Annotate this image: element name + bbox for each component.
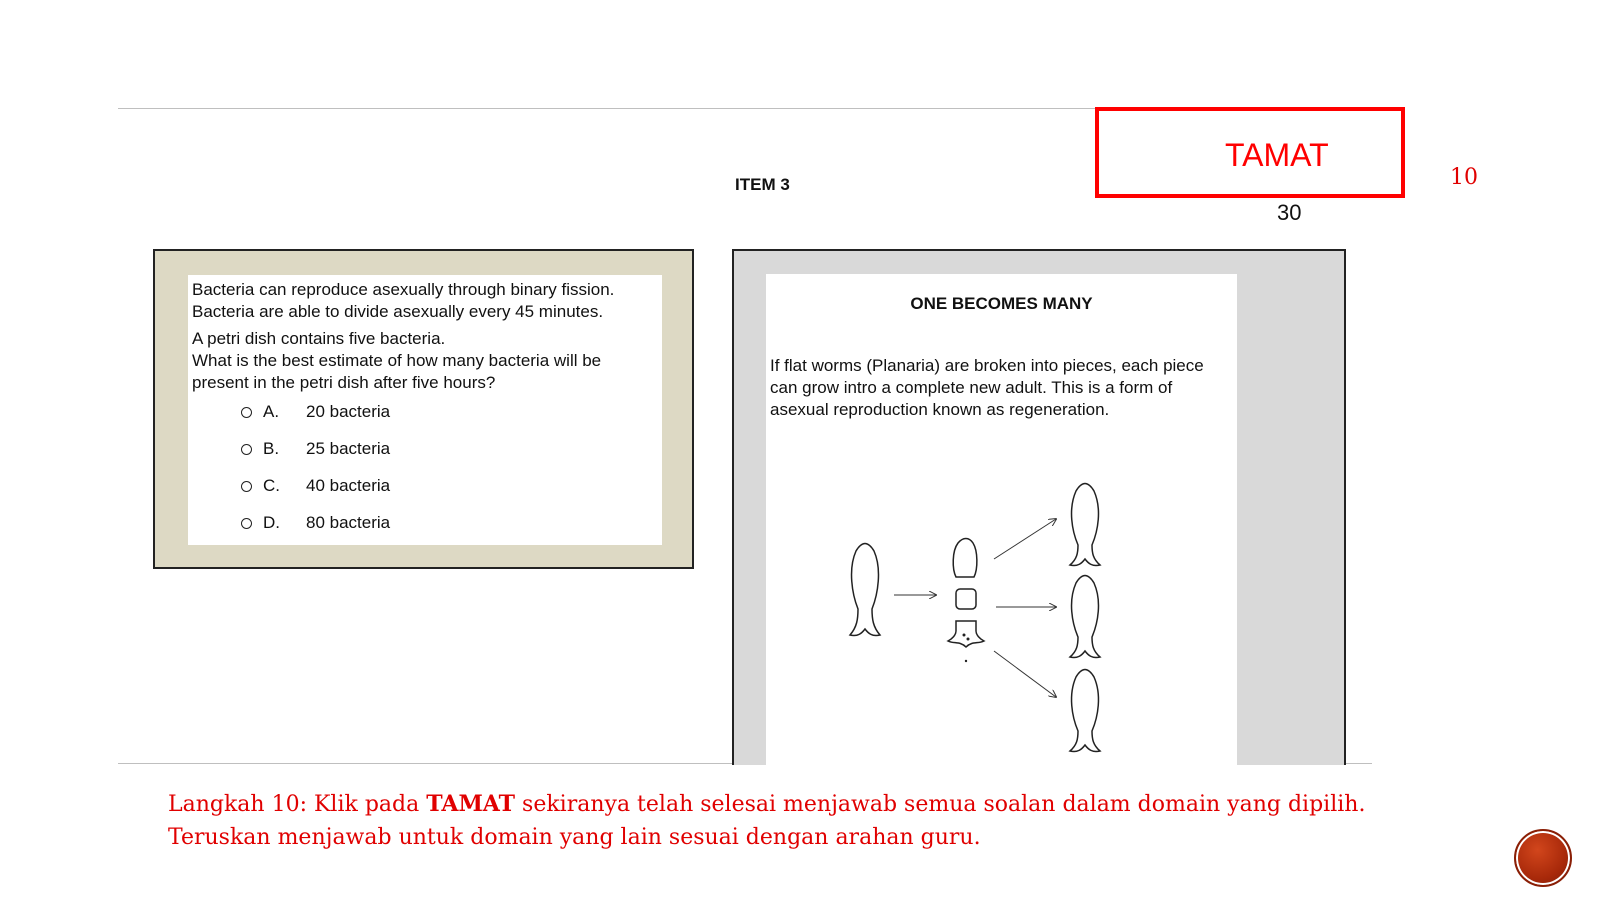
top-divider (118, 108, 1203, 109)
option-letter: D. (263, 513, 280, 532)
worm-piece-head (953, 539, 977, 578)
instruction-text (168, 788, 1368, 854)
info-title: ONE BECOMES MANY (910, 294, 1093, 313)
worm-piece-tail (948, 621, 984, 647)
worm-new-adult (1070, 484, 1100, 566)
option-letter: A. (263, 402, 280, 421)
question-card (188, 275, 662, 545)
instruction-bold-tamat: TAMAT (426, 791, 516, 817)
option-letter: C. (263, 476, 280, 495)
question-line: Bacteria can reproduce asexually through binary fission. (192, 280, 615, 299)
question-panel (153, 249, 694, 569)
radio-icon[interactable] (241, 407, 252, 418)
info-panel (732, 249, 1346, 765)
worm-new-adult (1070, 670, 1100, 752)
instruction-suffix: sekiranya telah selesai menjawab semua soalan dalam domain yang dipilih. Teruskan menjawab untuk domain yang lain sesuai dengan arahan guru. (168, 792, 1366, 850)
radio-icon[interactable] (241, 518, 252, 529)
tamat-label: TAMAT (1225, 137, 1329, 173)
timer-value: 30 (1277, 200, 1302, 225)
option-text: 80 bacteria (306, 513, 391, 532)
option-text: 20 bacteria (306, 402, 391, 421)
info-line: asexual reproduction known as regeneration. (770, 400, 1110, 419)
question-line: present in the petri dish after five hours? (192, 373, 496, 392)
option-text: 40 bacteria (306, 476, 391, 495)
instruction-prefix: Langkah 10: Klik pada (168, 792, 427, 817)
question-line: Bacteria are able to divide asexually every 45 minutes. (192, 302, 604, 321)
option-text: 25 bacteria (306, 439, 391, 458)
item-label: ITEM 3 (735, 175, 790, 194)
question-line: What is the best estimate of how many bacteria will be (192, 351, 602, 370)
planaria-regeneration-diagram (826, 469, 1226, 759)
question-line: A petri dish contains five bacteria. (192, 329, 446, 348)
tamat-button[interactable] (1095, 107, 1405, 198)
worm-piece-middle (956, 589, 976, 609)
circle-nav-icon[interactable] (1514, 829, 1572, 887)
worm-new-adult (1070, 576, 1100, 658)
radio-icon[interactable] (241, 444, 252, 455)
worm-original (850, 544, 880, 636)
info-line: can grow intro a complete new adult. This is a form of (770, 378, 1173, 397)
info-line: If flat worms (Planaria) are broken into pieces, each piece (770, 356, 1204, 375)
radio-icon[interactable] (241, 481, 252, 492)
slide-number: 10 (1450, 165, 1478, 190)
info-card (766, 274, 1237, 767)
option-letter: B. (263, 439, 280, 458)
